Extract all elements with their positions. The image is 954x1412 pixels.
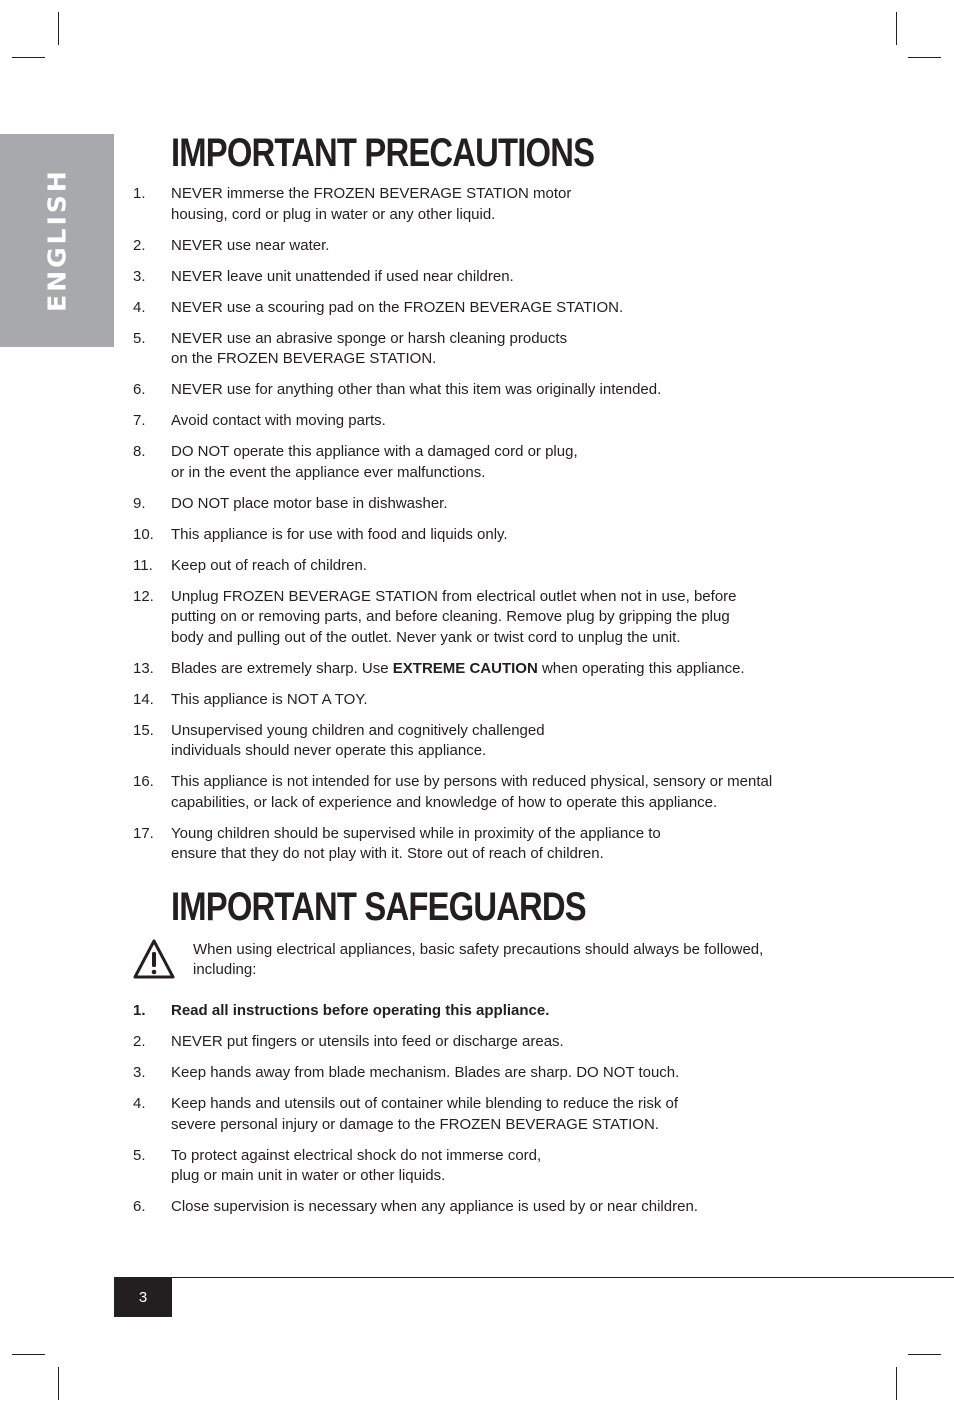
item-number: 8.	[133, 443, 146, 460]
list-item	[133, 1094, 833, 1135]
item-text: NEVER use for anything other than what this item was originally intended.	[171, 381, 662, 398]
item-number: 15.	[133, 721, 154, 739]
item-number: 2.	[133, 236, 146, 254]
item-text: NEVER put fingers or utensils into feed or discharge areas.	[171, 1033, 564, 1050]
item-number: 17.	[133, 824, 154, 842]
item-text: Close supervision is necessary when any appliance is used by or near children.	[171, 1198, 698, 1215]
item-text: This appliance is not intended for use by persons with reduced physical, sensory or mental capabilities, or lack of experience and knowledge of how to operate this appliance.	[171, 773, 773, 811]
crop-mark	[12, 57, 45, 58]
item-text: Unplug FROZEN BEVERAGE STATION from electrical outlet when not in use, before putting on or removing parts, and before cleaning. Remove plug by gripping the plug body and pulling out of the outlet. Never yank or twist cord to unplug the unit.	[171, 587, 737, 646]
list-item	[133, 442, 833, 483]
crop-mark	[908, 57, 941, 58]
crop-mark	[896, 1367, 897, 1400]
item-number: 6.	[133, 1198, 146, 1215]
list-item	[133, 659, 833, 680]
item-number: 4.	[133, 298, 146, 316]
list-item	[133, 824, 833, 865]
item-number: 13.	[133, 659, 154, 677]
item-text: This appliance is for use with food and liquids only.	[171, 525, 508, 543]
item-number: 1.	[133, 185, 146, 202]
list-item	[133, 721, 833, 762]
item-number: 14.	[133, 690, 154, 708]
item-number: 10.	[133, 525, 154, 543]
item-text: Young children should be supervised while in proximity of the appliance to ensure that they do not play with it. Store out of reach of children.	[171, 824, 661, 862]
list-item	[133, 1001, 833, 1022]
warning-text: When using electrical appliances, basic safety precautions should always be followed, including:	[193, 941, 764, 978]
page-number-label: 3	[138, 1289, 148, 1306]
list-item	[133, 1197, 833, 1218]
item-number: 16.	[133, 773, 154, 790]
item-number: 3.	[133, 1064, 146, 1081]
item-text: DO NOT operate this appliance with a damaged cord or plug, or in the event the appliance ever malfunctions.	[171, 443, 578, 481]
crop-mark	[12, 1354, 45, 1355]
crop-mark	[58, 1367, 59, 1400]
item-text: Keep out of reach of children.	[171, 556, 367, 574]
list-item	[133, 298, 833, 319]
list-item	[133, 494, 833, 515]
warning-triangle-icon	[133, 938, 175, 980]
item-number: 9.	[133, 494, 146, 512]
item-text: NEVER immerse the FROZEN BEVERAGE STATION motor housing, cord or plug in water or any other liquid.	[171, 185, 572, 223]
list-item	[133, 1146, 833, 1187]
item-text: Keep hands and utensils out of container while blending to reduce the risk of severe personal injury or damage to the FROZEN BEVERAGE STATION.	[171, 1095, 678, 1133]
safeguards-list	[133, 1001, 833, 1218]
item-number: 11.	[133, 556, 153, 574]
item-text: This appliance is NOT A TOY.	[171, 690, 368, 708]
item-text: NEVER use near water.	[171, 236, 330, 254]
list-item	[133, 525, 833, 546]
item-number: 7.	[133, 412, 146, 429]
item-number: 3.	[133, 267, 146, 285]
crop-mark	[896, 12, 897, 45]
crop-mark	[58, 12, 59, 45]
list-item	[133, 1032, 833, 1053]
item-number: 12.	[133, 587, 154, 605]
item-text: Unsupervised young children and cognitively challenged individuals should never operate this appliance.	[171, 721, 545, 759]
item-text: NEVER use an abrasive sponge or harsh cleaning products on the FROZEN BEVERAGE STATION.	[171, 329, 568, 367]
item-number: 1.	[133, 1002, 146, 1019]
list-item	[133, 556, 833, 577]
item-text: To protect against electrical shock do not immerse cord, plug or main unit in water or other liquids.	[171, 1146, 542, 1184]
list-item	[133, 411, 833, 432]
language-tab	[0, 134, 114, 347]
crop-mark	[908, 1354, 941, 1355]
language-tab-label: ENGLISH	[42, 168, 72, 312]
list-item	[133, 1063, 833, 1084]
item-text: NEVER leave unit unattended if used near children.	[171, 267, 514, 285]
page-number	[114, 1278, 172, 1317]
footer-rule	[114, 1277, 954, 1278]
list-item	[133, 772, 833, 813]
item-number: 4.	[133, 1095, 146, 1112]
list-item	[133, 267, 833, 288]
safeguards-title: IMPORTANT SAFEGUARDS	[171, 885, 586, 929]
precautions-list	[133, 184, 833, 865]
list-item	[133, 380, 833, 401]
emphasis-text: EXTREME CAUTION	[392, 659, 538, 677]
item-number: 6.	[133, 381, 146, 398]
item-text: Blades are extremely sharp. Use EXTREME CAUTION when operating this appliance.	[171, 659, 745, 677]
list-item	[133, 690, 833, 711]
item-text: DO NOT place motor base in dishwasher.	[171, 494, 448, 512]
list-item	[133, 236, 833, 257]
item-number: 5.	[133, 329, 146, 347]
item-text: Keep hands away from blade mechanism. Blades are sharp. DO NOT touch.	[171, 1064, 680, 1081]
item-text: Avoid contact with moving parts.	[171, 412, 386, 429]
item-text: Read all instructions before operating this appliance.	[171, 1002, 550, 1019]
item-text: NEVER use a scouring pad on the FROZEN BEVERAGE STATION.	[171, 298, 624, 316]
item-number: 5.	[133, 1146, 146, 1164]
precautions-title: IMPORTANT PRECAUTIONS	[171, 131, 595, 175]
list-item	[133, 587, 833, 649]
item-number: 2.	[133, 1033, 146, 1050]
list-item	[133, 329, 833, 370]
list-item	[133, 184, 833, 225]
